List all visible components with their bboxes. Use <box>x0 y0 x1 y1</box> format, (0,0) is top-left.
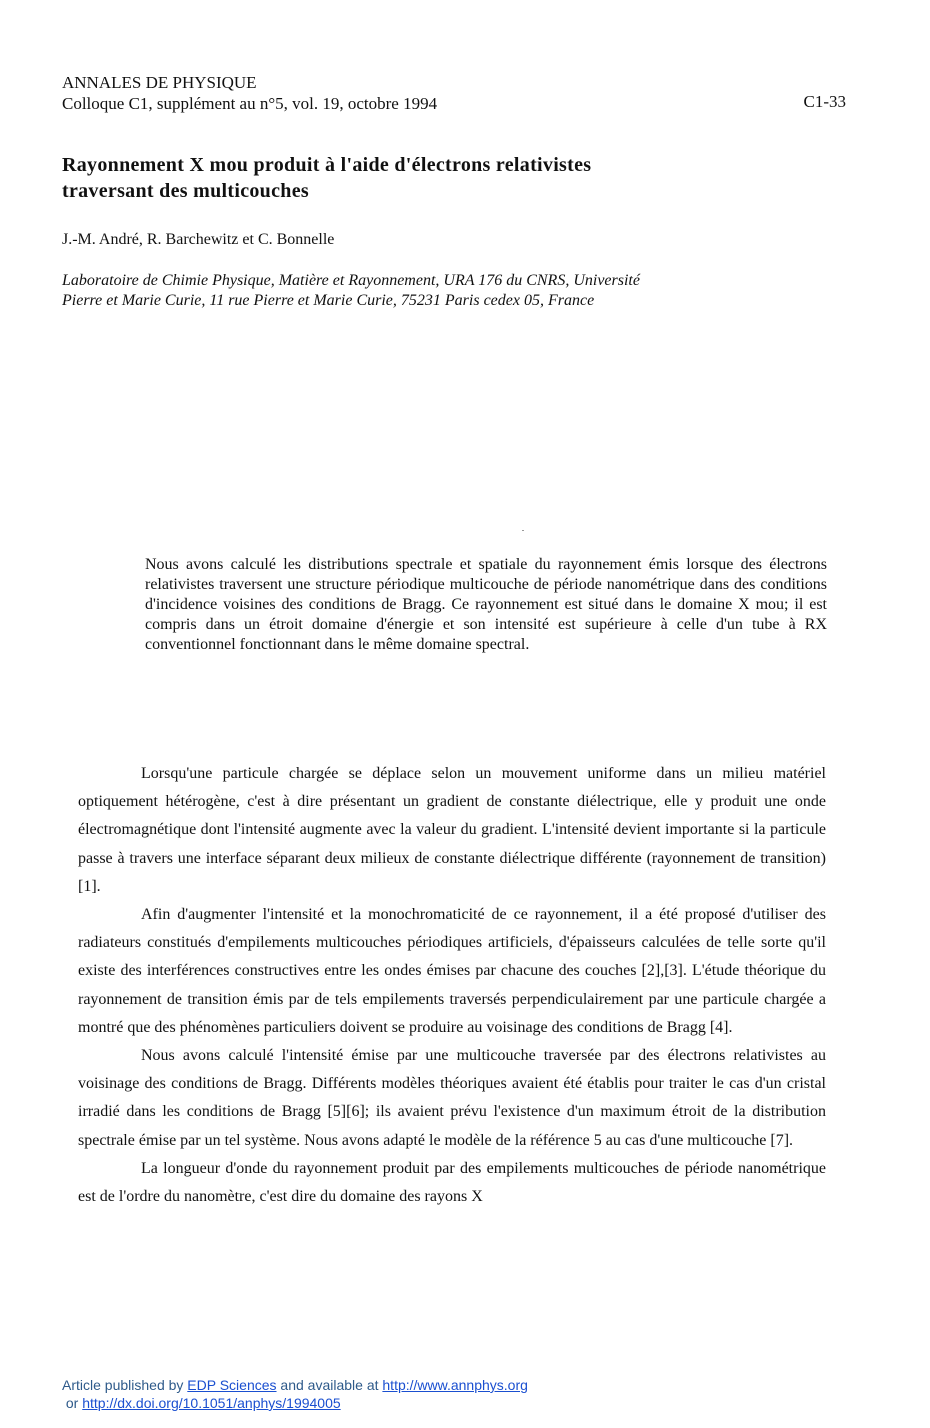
stray-mark <box>522 530 524 531</box>
article-title <box>62 152 842 204</box>
body-text <box>78 760 826 1211</box>
paragraph: Lorsqu'une particule chargée se déplace selon un mouvement uniforme dans un milieu matériel optiquement hétérogène, c'est à dire présentant un gradient de constante diélectrique, elle y produit une onde électromagnétique dont l'intensité augmente avec la valeur du gradient. L'intensité devient importante si la particule passe à travers une interface séparant deux milieux de constante diélectrique différente (rayonnement de transition) [1]. <box>78 765 826 895</box>
footer-or: or <box>65 1395 83 1411</box>
footer-middle: and available at <box>276 1377 383 1393</box>
page-number: C1-33 <box>803 92 846 111</box>
journal-url-link[interactable]: http://www.annphys.org <box>382 1377 528 1393</box>
footer-line-2 <box>62 1394 528 1412</box>
issue-info: Colloque C1, supplément au n°5, vol. 19, octobre 1994 <box>62 94 438 113</box>
journal-header <box>62 72 437 114</box>
publisher-link[interactable]: EDP Sciences <box>187 1377 277 1393</box>
publication-footer <box>62 1376 528 1412</box>
authors: J.-M. André, R. Barchewitz et C. Bonnelle <box>62 231 335 248</box>
footer-prefix: Article published by <box>62 1377 188 1393</box>
affiliation-line-2: Pierre et Marie Curie, 11 rue Pierre et Marie Curie, 75231 Paris cedex 05, France <box>62 292 595 309</box>
abstract: Nous avons calculé les distributions spectrale et spatiale du rayonnement émis lorsque des électrons relativistes traversent une structure périodique multicouche de période nanométrique dans des conditions d'incidence voisines des conditions de Bragg. Ce rayonnement est situé dans le domaine X mou; il est compris dans un étroit domaine d'énergie et son intensité est supérieure à celle d'un tube à RX conventionnel fonctionnant dans le même domaine spectral. <box>145 556 827 653</box>
journal-name: ANNALES DE PHYSIQUE <box>62 73 257 92</box>
title-line-2: traversant des multicouches <box>62 180 309 202</box>
paragraph: Afin d'augmenter l'intensité et la monochromaticité de ce rayonnement, il a été proposé d'utiliser des radiateurs constitués d'empilements multicouches périodiques artificiels, d'épaisseurs calculées de telle sorte qu'il existe des interférences constructives entre les ondes émises par chacune des couches [2],[3]. L'étude théorique du rayonnement de transition émis par de tels empilements traversés perpendiculairement par une particule chargée a montré que des phénomènes particuliers doivent se produire au voisinage des conditions de Bragg [4]. <box>78 906 826 1036</box>
affiliation-line-1: Laboratoire de Chimie Physique, Matière et Rayonnement, URA 176 du CNRS, Université <box>62 272 640 289</box>
paragraph: La longueur d'onde du rayonnement produit par des empilements multicouches de période nanométrique est de l'ordre du nanomètre, c'est dire du domaine des rayons X <box>78 1159 826 1206</box>
affiliation <box>62 271 852 311</box>
doi-link[interactable]: http://dx.doi.org/10.1051/anphys/1994005 <box>82 1395 341 1411</box>
title-line-1: Rayonnement X mou produit à l'aide d'électrons relativistes <box>62 154 592 176</box>
paragraph: Nous avons calculé l'intensité émise par une multicouche traversée par des électrons relativistes au voisinage des conditions de Bragg. Différents modèles théoriques avaient été établis pour traiter le cas d'un cristal irradié dans les conditions de Bragg [5][6]; ils avaient prévu l'existence d'un maximum étroit de la distribution spectrale émise par un tel système. Nous avons adapté le modèle de la référence 5 au cas d'une multicouche [7]. <box>78 1047 826 1149</box>
footer-line-1 <box>62 1376 528 1394</box>
